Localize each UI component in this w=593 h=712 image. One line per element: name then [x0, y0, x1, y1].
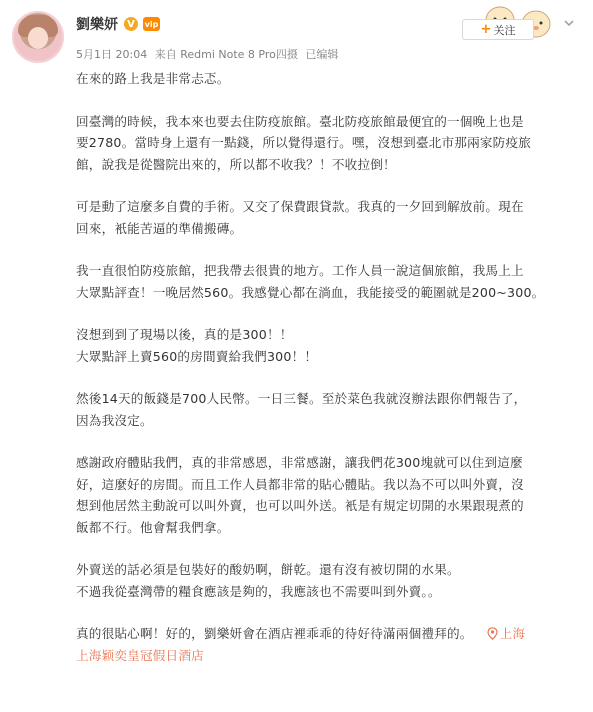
post-last-line	[76, 623, 576, 645]
post-line: 因為我沒定。	[76, 412, 153, 428]
paragraph-gap	[76, 538, 576, 559]
paragraph-gap	[76, 90, 576, 111]
location-pin-icon	[487, 627, 498, 640]
post-source: 来自 Redmi Note 8 Pro四摄	[154, 48, 298, 61]
avatar[interactable]	[12, 11, 64, 63]
post-line: 飯都不行。他會幫我們拿。	[76, 519, 230, 535]
location-city-link[interactable]: 上海	[499, 626, 526, 641]
follow-button[interactable]	[462, 19, 534, 40]
post-line: 大眾點評查！一晚居然560。我感覺心都在淌血，我能接受的範圍就是200~300。	[76, 284, 545, 300]
post-line: 館，說我是從醫院出來的，所以都不收我？！不收拉倒！	[76, 156, 396, 172]
post-line: 在來的路上我是非常忐忑。	[76, 71, 230, 86]
location-hotel-link[interactable]: 上海颖奕皇冠假日酒店	[76, 647, 204, 663]
edited-label[interactable]: 已编辑	[305, 48, 339, 61]
post-line: 回來，衹能苦逼的準備搬磚。	[76, 220, 243, 236]
paragraph-gap	[76, 602, 576, 623]
plus-icon: +	[480, 22, 492, 37]
post-header	[76, 14, 160, 34]
post-line: 大眾點評上賣560的房間賣給我們300！！	[76, 348, 318, 364]
paragraph-gap	[76, 431, 576, 452]
vip-badge-icon: vip	[143, 17, 160, 31]
post-line: 感謝政府體貼我們，真的非常感恩，非常感謝，讓我們花300塊就可以住到這麼	[76, 455, 523, 470]
post-body	[76, 68, 576, 666]
post-line: 好，這麼好的房間。而且工作人員都非常的貼心體貼。我以為不可以叫外賣，沒	[76, 476, 524, 492]
post-line: 沒想到到了現場以後，真的是300！！	[76, 327, 293, 342]
paragraph-gap	[76, 175, 576, 196]
post-line: 真的很貼心啊！好的，劉樂妍會在酒店裡乖乖的待好待滿兩個禮拜的。	[76, 626, 473, 641]
follow-label: 关注	[493, 23, 516, 37]
post-line: 然後14天的飯錢是700人民幣。一日三餐。至於菜色我就沒辦法跟你們報告了，	[76, 391, 527, 406]
post-line: 我一直很怕防疫旅館，把我帶去很貴的地方。工作人員一說這個旅館，我馬上上	[76, 263, 524, 278]
post-line: 要2780。當時身上還有一點錢，所以覺得還行。嘿，沒想到臺北市那兩家防疫旅	[76, 135, 532, 150]
post-line: 回臺灣的時候，我本來也要去住防疫旅館。臺北防疫旅館最便宜的一個晚上也是	[76, 113, 524, 129]
post-line: 想到他居然主動說可以叫外賣，也可以叫外送。衹是有規定切開的水果跟現煮的	[76, 498, 524, 513]
paragraph-gap	[76, 239, 576, 260]
avatar-face	[28, 27, 48, 49]
verified-badge-icon: V	[124, 17, 138, 31]
post-date[interactable]: 5月1日 20:04	[76, 48, 148, 61]
chevron-down-icon[interactable]	[562, 16, 576, 30]
post-line: 外賣送的話必須是包裝好的酸奶啊，餅乾。還有沒有被切開的水果。	[76, 562, 460, 577]
paragraph-gap	[76, 367, 576, 388]
post-line: 不過我從臺灣帶的糧食應該是夠的，我應該也不需要叫到外賣。。	[76, 583, 441, 599]
paragraph-gap	[76, 303, 576, 324]
post-meta	[76, 46, 342, 62]
username[interactable]: 劉樂妍	[76, 17, 118, 33]
post-line: 可是動了這麼多自費的手術。又交了保費跟貸款。我真的一夕回到解放前。現在	[76, 199, 524, 214]
